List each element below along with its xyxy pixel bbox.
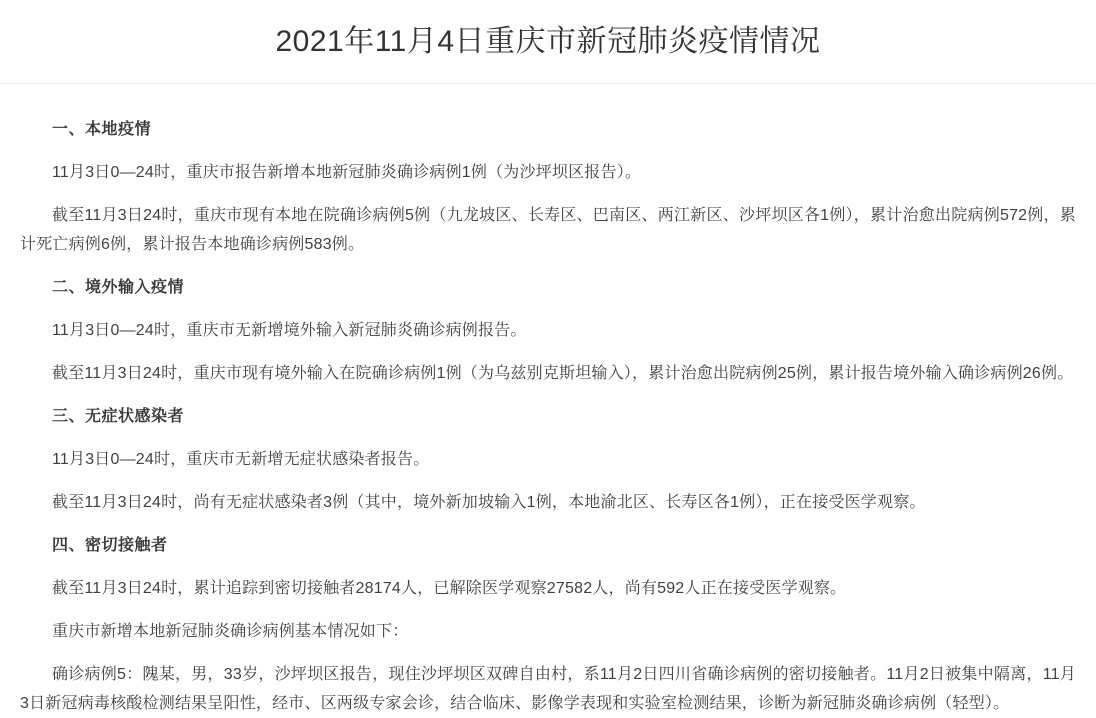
section-heading-close-contacts: 四、密切接触者 <box>52 537 168 554</box>
report-paragraph: 11月3日0—24时，重庆市无新增无症状感染者报告。 <box>52 451 430 468</box>
report-paragraph-case-detail: 确诊病例5：隗某，男，33岁，沙坪坝区报告，现住沙坪坝区双碑自由村，系11月2日四川省确诊病例的密切接触者。11月2日被集中隔离，11月3日新冠病毒核酸检测结果呈阳性，经市、区两级专家会诊，结合临床、影像学表现和实验室检测结果，诊断为新冠肺炎确诊病例（轻型）。 <box>20 666 1076 712</box>
section-heading-local-epidemic: 一、本地疫情 <box>52 121 152 138</box>
article-body <box>0 84 1096 718</box>
report-paragraph: 11月3日0—24时，重庆市报告新增本地新冠肺炎确诊病例1例（为沙坪坝区报告）。 <box>52 164 642 181</box>
report-paragraph: 截至11月3日24时，尚有无症状感染者3例（其中，境外新加坡输入1例，本地渝北区、长寿区各1例），正在接受医学观察。 <box>52 494 926 511</box>
page-title: 2021年11月4日重庆市新冠肺炎疫情情况 <box>275 25 821 58</box>
article-header <box>0 0 1096 84</box>
report-paragraph: 截至11月3日24时，重庆市现有境外输入在院确诊病例1例（为乌兹别克斯坦输入），累计治愈出院病例25例，累计报告境外输入确诊病例26例。 <box>52 365 1074 382</box>
report-paragraph: 截至11月3日24时，重庆市现有本地在院确诊病例5例（九龙坡区、长寿区、巴南区、两江新区、沙坪坝区各1例），累计治愈出院病例572例，累计死亡病例6例，累计报告本地确诊病例583例。 <box>20 207 1076 253</box>
section-heading-imported-epidemic: 二、境外输入疫情 <box>52 279 185 296</box>
section-heading-asymptomatic: 三、无症状感染者 <box>52 408 185 425</box>
report-paragraph: 11月3日0—24时，重庆市无新增境外输入新冠肺炎确诊病例报告。 <box>52 322 527 339</box>
report-paragraph: 重庆市新增本地新冠肺炎确诊病例基本情况如下： <box>52 623 409 640</box>
report-paragraph: 截至11月3日24时，累计追踪到密切接触者28174人，已解除医学观察27582人，尚有592人正在接受医学观察。 <box>52 580 847 597</box>
